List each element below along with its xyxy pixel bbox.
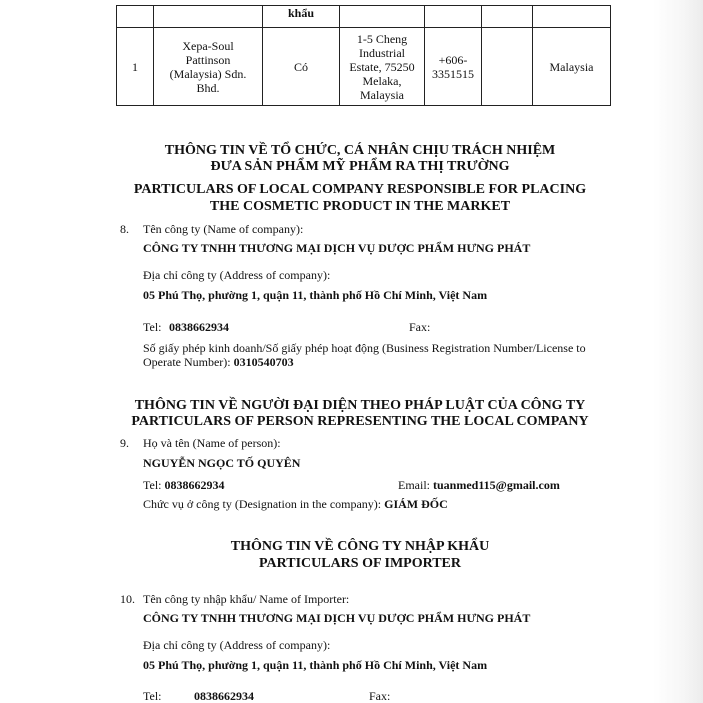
email-row [398, 478, 560, 492]
importer-name: CÔNG TY TNHH THƯƠNG MẠI DỊCH VỤ DƯỢC PHẨM HƯNG PHÁT [143, 611, 531, 625]
item-number: 8. [120, 222, 129, 236]
local-company-heading-en-1: PARTICULARS OF LOCAL COMPANY RESPONSIBLE FOR PLACING [133, 182, 587, 197]
license-row [143, 355, 294, 369]
license-number: 0310540703 [233, 355, 294, 369]
local-company-heading-vi-1: THÔNG TIN VỀ TỔ CHỨC, CÁ NHÂN CHỊU TRÁCH NHIỆM [164, 143, 556, 158]
designation-label: Chức vụ ở công ty (Designation in the company): [143, 497, 382, 511]
email-value: tuanmed115@gmail.com [433, 478, 560, 492]
company-name-label: Tên công ty (Name of company): [143, 222, 304, 236]
local-company-heading-en-2: THE COSMETIC PRODUCT IN THE MARKET [209, 199, 511, 214]
page-edge-shadow [653, 0, 703, 703]
email-label: Email: [398, 478, 430, 492]
table-row [117, 6, 611, 28]
local-company-heading-vi-2: ĐƯA SẢN PHẨM MỸ PHẨM RA THỊ TRƯỜNG [210, 159, 510, 174]
row-number: 1 [117, 28, 154, 106]
person-name-label: Họ và tên (Name of person): [143, 436, 281, 450]
rep-tel-value: 0838662934 [164, 478, 225, 492]
company-address-label: Địa chỉ công ty (Address of company): [143, 268, 331, 282]
item-number: 9. [120, 436, 129, 450]
person-name: NGUYỄN NGỌC TỐ QUYÊN [143, 456, 301, 470]
license-label-2: Operate Number): [143, 355, 231, 369]
rep-tel-label: Tel: [143, 478, 162, 492]
table-row [117, 28, 611, 106]
tel-label: Tel: [143, 320, 162, 334]
tel-value: 0838662934 [169, 320, 229, 334]
manufacturer-fax [482, 28, 533, 106]
manufacturer-table [116, 5, 611, 106]
importer-address-label: Địa chỉ công ty (Address of company): [143, 638, 331, 652]
designation-value: GIÁM ĐỐC [384, 497, 448, 511]
item-number: 10. [120, 592, 135, 606]
company-name: CÔNG TY TNHH THƯƠNG MẠI DỊCH VỤ DƯỢC PHẨM HƯNG PHÁT [143, 241, 531, 255]
manufacturer-mark: Có [263, 28, 340, 106]
manufacturer-address: 1-5 Cheng Industrial Estate, 75250 Melaka, Malaysia [340, 28, 425, 106]
header-fragment: khẩu [263, 6, 340, 28]
manufacturer-country: Malaysia [533, 28, 611, 106]
importer-heading-vi: THÔNG TIN VỀ CÔNG TY NHẬP KHẨU [230, 539, 490, 554]
company-address: 05 Phú Thọ, phường 1, quận 11, thành phố Hồ Chí Minh, Việt Nam [143, 288, 488, 302]
importer-tel-value: 0838662934 [194, 689, 254, 703]
importer-fax-label: Fax: [369, 689, 391, 703]
importer-heading-en: PARTICULARS OF IMPORTER [258, 556, 462, 571]
representative-heading-en: PARTICULARS OF PERSON REPRESENTING THE LOCAL COMPANY [131, 414, 589, 429]
manufacturer-phone: +606- 3351515 [425, 28, 482, 106]
importer-address: 05 Phú Thọ, phường 1, quận 11, thành phố Hồ Chí Minh, Việt Nam [143, 658, 488, 672]
license-label-1: Số giấy phép kinh doanh/Số giấy phép hoạt động (Business Registration Number/License to [143, 341, 586, 355]
manufacturer-name: Xepa-Soul Pattinson (Malaysia) Sdn. Bhd. [154, 28, 263, 106]
importer-name-label: Tên công ty nhập khẩu/ Name of Importer: [143, 592, 350, 606]
fax-label: Fax: [409, 320, 431, 334]
designation-row [143, 497, 448, 511]
representative-heading-vi: THÔNG TIN VỀ NGƯỜI ĐẠI DIỆN THEO PHÁP LUẬT CỦA CÔNG TY [134, 398, 586, 413]
importer-tel-label: Tel: [143, 689, 162, 703]
rep-tel-row [143, 478, 225, 492]
